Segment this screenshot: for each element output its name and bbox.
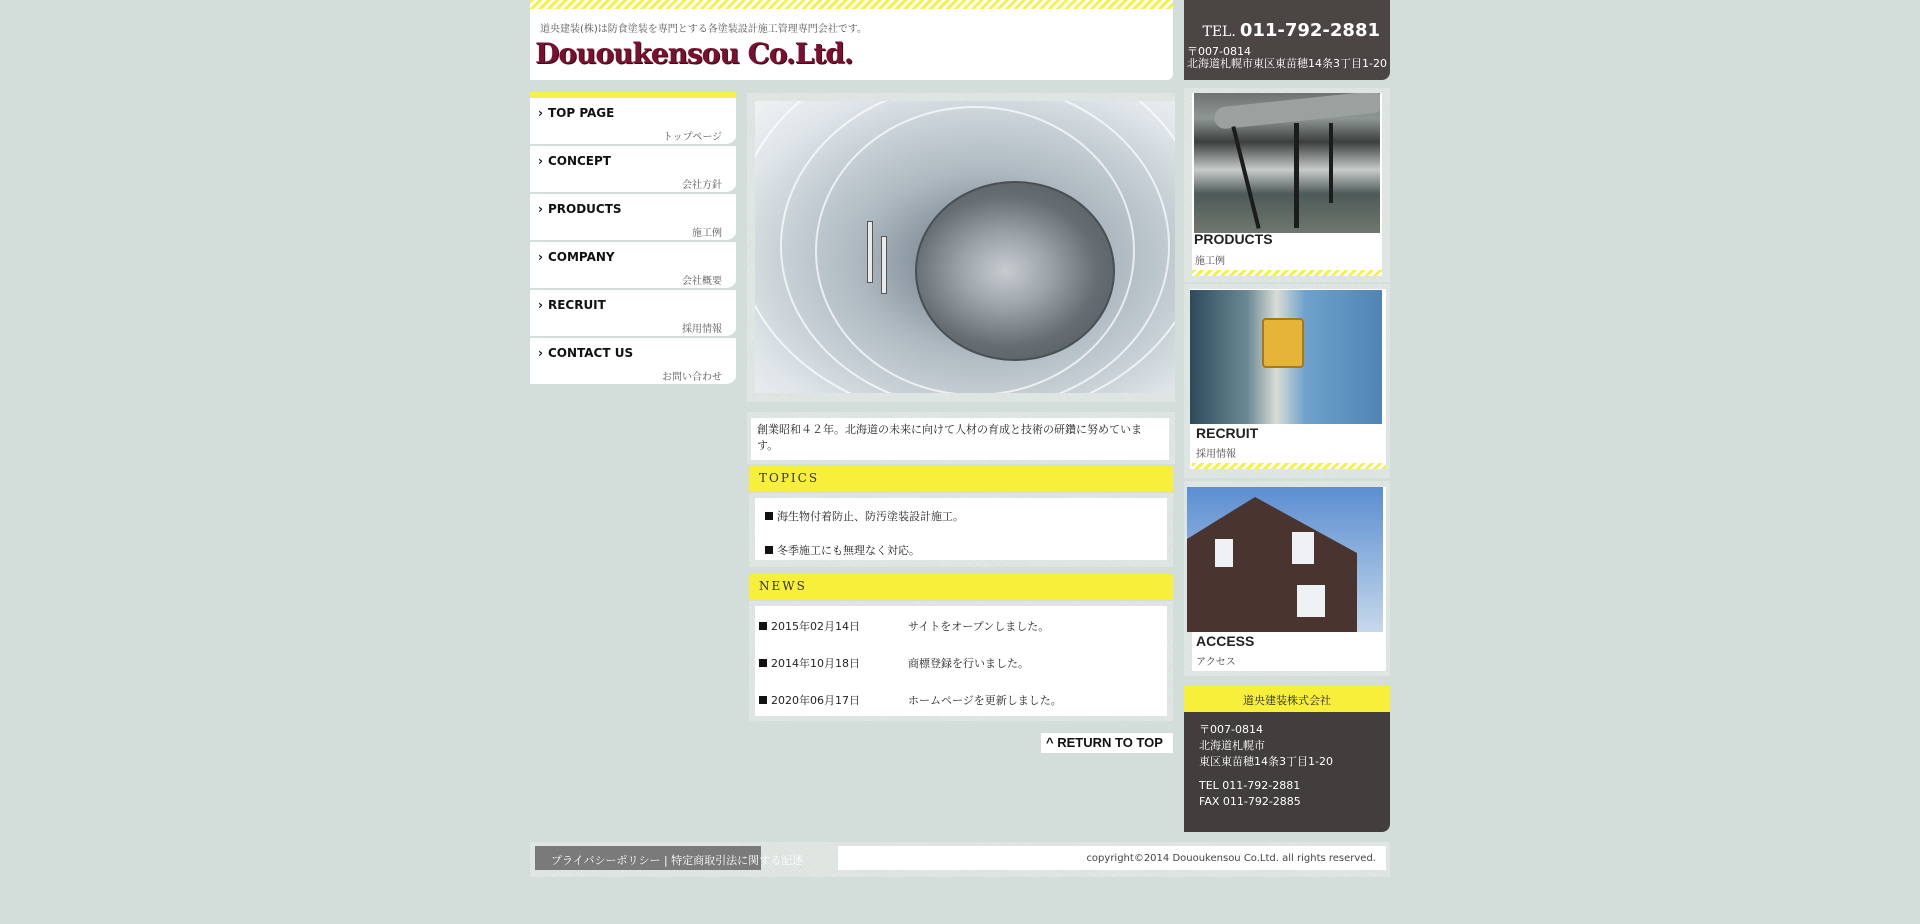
company-tel: TEL 011-792-2881 bbox=[1199, 779, 1301, 792]
news-date: 2020年06月17日 bbox=[771, 694, 860, 707]
nav-label: RECRUIT bbox=[547, 298, 606, 312]
nav-sublabel: トップページ bbox=[662, 132, 722, 143]
topic-item: 冬季施工にも無理なく対応。 bbox=[765, 542, 920, 558]
company-address-line1: 北海道札幌市 bbox=[1199, 739, 1265, 752]
nav-sublabel: 会社概要 bbox=[682, 276, 722, 287]
news-text: ホームページを更新しました。 bbox=[908, 694, 1062, 707]
header-phone bbox=[1203, 20, 1381, 41]
news-item bbox=[759, 655, 1029, 671]
news-text: 商標登録を行いました。 bbox=[908, 657, 1029, 670]
news-item bbox=[759, 692, 1062, 708]
square-bullet-icon bbox=[759, 696, 767, 704]
tel-number: 011-792-2881 bbox=[1239, 20, 1380, 41]
chevron-up-icon: ^ bbox=[1046, 735, 1058, 750]
site-logo[interactable]: Dououkensou Co.Ltd. bbox=[535, 37, 853, 70]
header-tagline: 道央建装(株)は防食塗装を専門とする各塗装設計施工管理専門会社です。 bbox=[540, 24, 868, 35]
news-item bbox=[759, 618, 1049, 634]
nav-item-company[interactable] bbox=[530, 242, 736, 290]
card-access[interactable] bbox=[1184, 481, 1390, 676]
news-text: サイトをオープンしました。 bbox=[908, 620, 1050, 633]
nav-item-contact-us[interactable] bbox=[530, 338, 736, 386]
return-to-top-button[interactable]: ^ RETURN TO TOP bbox=[1041, 733, 1173, 753]
card-stripe bbox=[1192, 270, 1382, 276]
hero-image-pipe-interior bbox=[755, 101, 1175, 393]
nav-item-concept[interactable] bbox=[530, 146, 736, 194]
office-building-photo bbox=[1187, 487, 1383, 632]
square-bullet-icon bbox=[765, 512, 773, 520]
footer-separator: | bbox=[663, 854, 668, 867]
news-date: 2014年10月18日 bbox=[771, 657, 860, 670]
chevron-right-icon: › bbox=[538, 346, 543, 360]
card-title: PRODUCTS bbox=[1194, 231, 1273, 247]
site-footer bbox=[530, 842, 1390, 877]
header-contact bbox=[1184, 0, 1390, 80]
header-zip: 〒007-0814 bbox=[1187, 45, 1251, 58]
company-zip: 〒007-0814 bbox=[1199, 723, 1263, 736]
company-address-line2: 東区東苗穂14条3丁目1-20 bbox=[1199, 755, 1333, 768]
intro-text: 創業昭和４２年。北海道の未来に向けて人材の育成と技術の研鑽に努めています。 bbox=[751, 418, 1169, 460]
card-products[interactable] bbox=[1184, 88, 1390, 282]
header-stripe bbox=[530, 0, 1173, 9]
nav-label: PRODUCTS bbox=[547, 202, 622, 216]
site-header bbox=[530, 0, 1173, 80]
nav-item-products[interactable] bbox=[530, 194, 736, 242]
nav-label: CONCEPT bbox=[547, 154, 611, 168]
building-shape bbox=[1187, 497, 1357, 632]
card-subtitle: 採用情報 bbox=[1196, 449, 1236, 460]
footer-links bbox=[535, 846, 804, 870]
nav-item-top-page[interactable] bbox=[530, 98, 736, 146]
intro-section bbox=[747, 412, 1175, 464]
nav-label: COMPANY bbox=[547, 250, 615, 264]
card-subtitle: 施工例 bbox=[1195, 256, 1225, 267]
card-stripe bbox=[1192, 463, 1386, 469]
bridge-strut bbox=[1329, 123, 1333, 203]
news-date: 2015年02月14日 bbox=[771, 620, 860, 633]
square-bullet-icon bbox=[759, 622, 767, 630]
card-recruit[interactable] bbox=[1184, 284, 1390, 478]
news-list bbox=[749, 601, 1173, 721]
hero-frame bbox=[747, 93, 1175, 402]
chevron-right-icon: › bbox=[538, 298, 543, 312]
company-fax: FAX 011-792-2885 bbox=[1199, 795, 1301, 808]
square-bullet-icon bbox=[759, 659, 767, 667]
pipe-core bbox=[915, 181, 1115, 361]
company-name: 道央建装株式会社 bbox=[1184, 686, 1390, 712]
tel-label: TEL. bbox=[1202, 24, 1236, 40]
privacy-policy-link[interactable]: プライバシーポリシー bbox=[551, 854, 661, 867]
main-nav bbox=[530, 92, 736, 386]
topics-list bbox=[749, 493, 1173, 567]
chevron-right-icon: › bbox=[538, 106, 543, 120]
nav-sublabel: 採用情報 bbox=[682, 324, 722, 335]
topics-heading: TOPICS bbox=[749, 466, 1173, 492]
copyright: copyright©2014 Dououkensou Co.Ltd. all rights reserved. bbox=[838, 846, 1386, 870]
window bbox=[1292, 532, 1314, 564]
inspection-device bbox=[1262, 318, 1304, 368]
pipeline-bridge-photo bbox=[1194, 93, 1380, 233]
chevron-right-icon: › bbox=[538, 202, 543, 216]
card-title: RECRUIT bbox=[1196, 425, 1259, 441]
nav-sublabel: 会社方針 bbox=[682, 180, 722, 191]
card-title: ACCESS bbox=[1196, 633, 1255, 649]
bridge-strut bbox=[1231, 126, 1260, 229]
company-info bbox=[1184, 686, 1390, 832]
nav-sublabel: お問い合わせ bbox=[662, 372, 722, 383]
header-address: 北海道札幌市東区東苗穂14条3丁目1-20 bbox=[1187, 57, 1387, 70]
commercial-law-link[interactable]: 特定商取引法に関する記述 bbox=[671, 854, 804, 867]
card-subtitle: アクセス bbox=[1196, 657, 1236, 668]
square-bullet-icon bbox=[765, 546, 773, 554]
window bbox=[1215, 539, 1233, 567]
pipe-bracket bbox=[881, 236, 887, 294]
pipe-bracket bbox=[867, 221, 873, 283]
nav-item-recruit[interactable] bbox=[530, 290, 736, 338]
window bbox=[1297, 585, 1325, 617]
chevron-right-icon: › bbox=[538, 154, 543, 168]
chevron-right-icon: › bbox=[538, 250, 543, 264]
nav-label: CONTACT US bbox=[547, 346, 634, 360]
nav-label: TOP PAGE bbox=[547, 106, 615, 120]
inspector-photo bbox=[1190, 290, 1382, 424]
topic-item: 海生物付着防止、防汚塗装設計施工。 bbox=[765, 508, 964, 524]
bridge-strut bbox=[1294, 123, 1299, 228]
news-heading: NEWS bbox=[749, 574, 1173, 600]
nav-sublabel: 施工例 bbox=[692, 228, 722, 239]
